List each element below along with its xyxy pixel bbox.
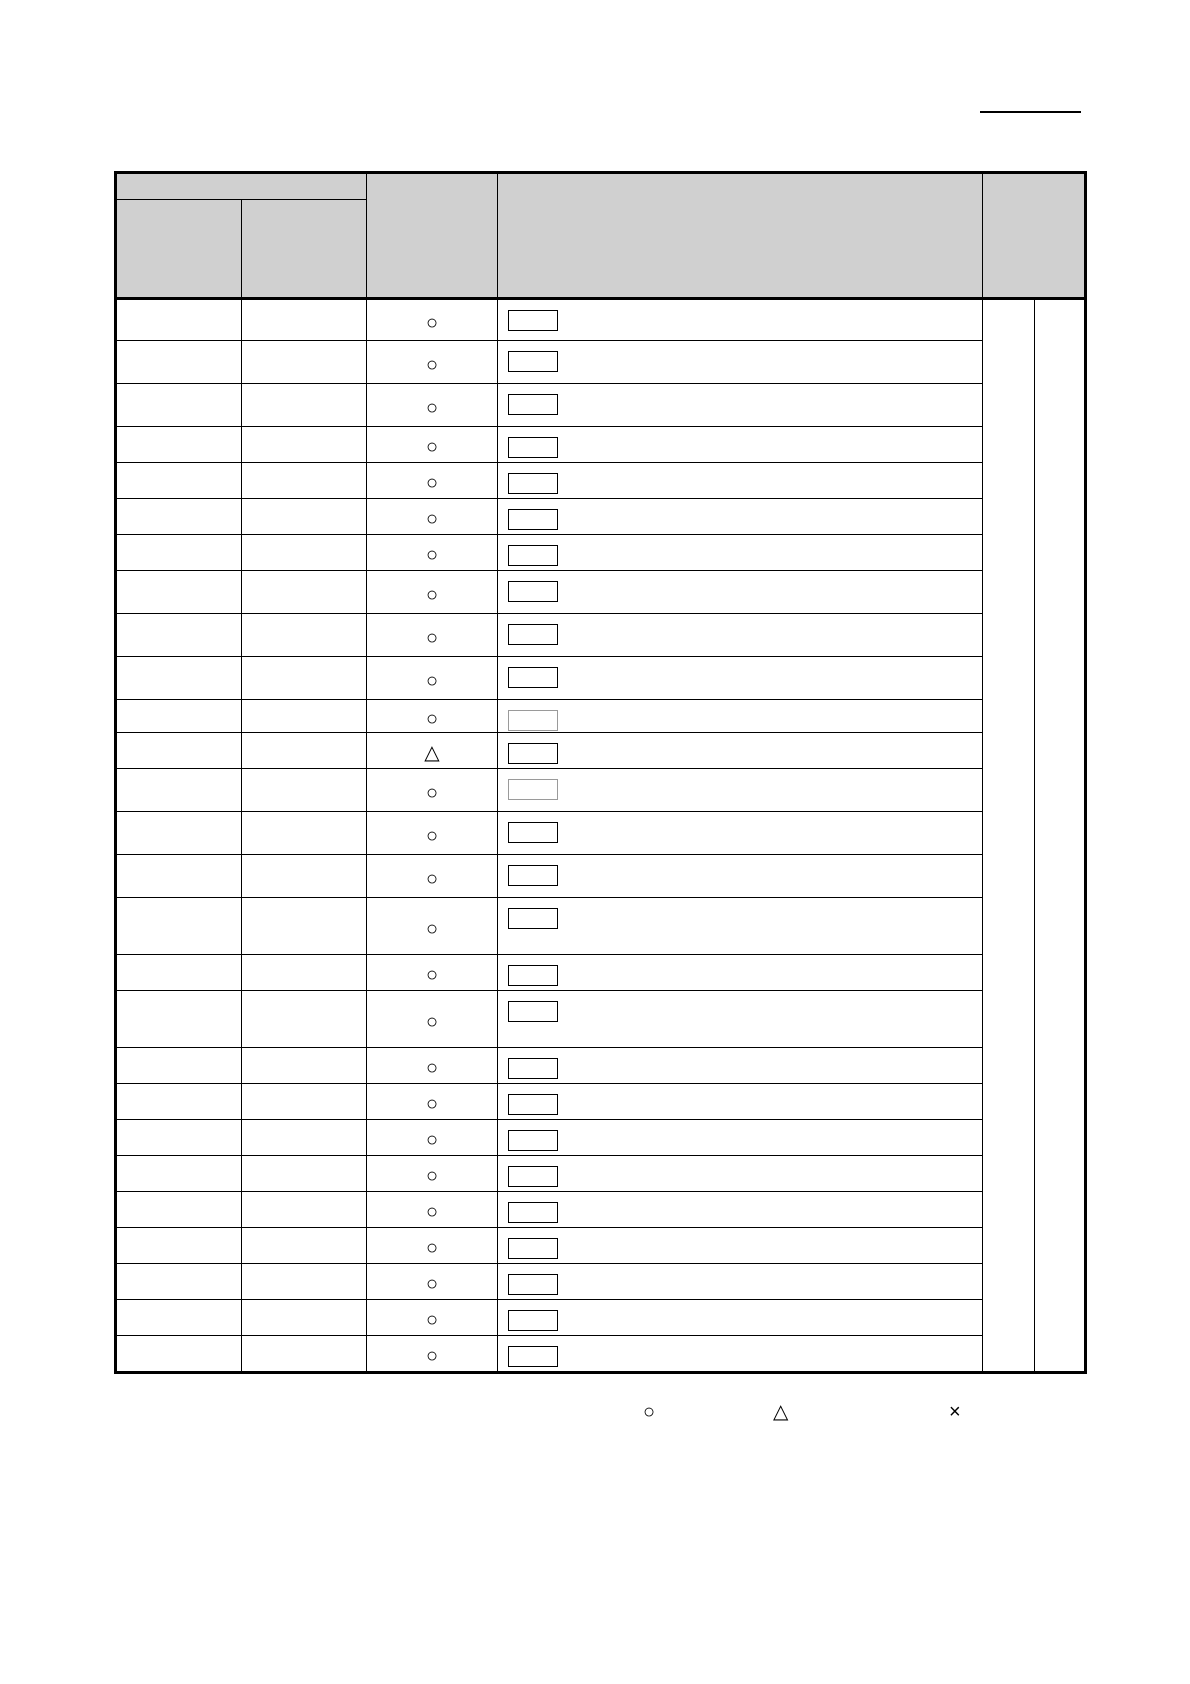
circle-mark-icon: ○ — [425, 472, 439, 494]
row-col-a — [116, 1120, 242, 1156]
row-description-cell — [498, 991, 983, 1048]
table-row — [116, 463, 1086, 499]
circle-mark-icon: ○ — [425, 867, 439, 890]
page-id-field — [980, 111, 1081, 113]
row-description-cell — [498, 499, 983, 535]
row-evaluation-cell — [367, 1300, 498, 1336]
circle-mark-icon: ○ — [425, 583, 439, 606]
row-col-b — [242, 812, 367, 855]
row-description-cell — [498, 341, 983, 384]
table-row — [116, 812, 1086, 855]
row-col-a — [116, 1336, 242, 1373]
circle-mark-icon: ○ — [425, 781, 439, 804]
row-code-box — [508, 545, 558, 566]
row-col-a — [116, 299, 242, 341]
header-evaluation — [367, 173, 498, 299]
circle-mark-icon: ○ — [425, 824, 439, 847]
row-col-b — [242, 955, 367, 991]
row-evaluation-cell — [367, 700, 498, 733]
remarks-cell-left — [983, 299, 1035, 1373]
header-description — [498, 173, 983, 299]
circle-mark-icon: ○ — [425, 353, 439, 376]
row-col-a — [116, 1300, 242, 1336]
row-code-box — [508, 865, 558, 886]
row-code-box — [508, 1058, 558, 1079]
row-col-b — [242, 700, 367, 733]
table-row — [116, 427, 1086, 463]
row-col-b — [242, 1120, 367, 1156]
row-code-box — [508, 822, 558, 843]
row-col-b — [242, 733, 367, 769]
row-col-b — [242, 657, 367, 700]
table-body — [116, 299, 1086, 1373]
row-description-cell — [498, 614, 983, 657]
row-col-a — [116, 812, 242, 855]
row-evaluation-cell — [367, 955, 498, 991]
circle-mark-icon: ○ — [425, 1093, 439, 1115]
row-description-cell — [498, 733, 983, 769]
table-row — [116, 499, 1086, 535]
row-description-cell — [498, 812, 983, 855]
circle-mark-icon: ○ — [425, 544, 439, 566]
row-code-box — [508, 624, 558, 645]
row-col-b — [242, 614, 367, 657]
circle-mark-icon: ○ — [425, 1201, 439, 1223]
circle-mark-icon: ○ — [425, 1273, 439, 1295]
row-evaluation-cell — [367, 499, 498, 535]
row-col-b — [242, 898, 367, 955]
circle-mark-icon: ○ — [425, 1010, 439, 1033]
circle-mark-icon: ○ — [425, 626, 439, 649]
circle-mark-icon: ○ — [425, 396, 439, 419]
legend-circle-symbol: ○ — [643, 1401, 656, 1423]
table-header — [116, 173, 1086, 299]
row-description-cell — [498, 657, 983, 700]
row-col-a — [116, 614, 242, 657]
row-code-box — [508, 437, 558, 458]
table-row — [116, 1264, 1086, 1300]
circle-mark-icon: ○ — [425, 1165, 439, 1187]
table-row — [116, 657, 1086, 700]
circle-mark-icon: ○ — [425, 707, 439, 730]
row-code-box — [508, 779, 558, 800]
row-code-box — [508, 473, 558, 494]
row-evaluation-cell — [367, 733, 498, 769]
row-description-cell — [498, 955, 983, 991]
row-col-b — [242, 991, 367, 1048]
row-description-cell — [498, 855, 983, 898]
row-col-a — [116, 1156, 242, 1192]
table-row — [116, 1228, 1086, 1264]
circle-mark-icon: ○ — [425, 1057, 439, 1079]
table-row — [116, 1048, 1086, 1084]
legend-triangle-symbol: △ — [773, 1401, 789, 1423]
row-description-cell — [498, 700, 983, 733]
row-code-box — [508, 310, 558, 331]
row-evaluation-cell — [367, 1156, 498, 1192]
row-col-a — [116, 898, 242, 955]
row-code-box — [508, 581, 558, 602]
row-evaluation-cell — [367, 1120, 498, 1156]
row-col-b — [242, 1192, 367, 1228]
header-group — [116, 173, 367, 200]
row-evaluation-cell — [367, 898, 498, 955]
row-description-cell — [498, 463, 983, 499]
row-evaluation-cell — [367, 1336, 498, 1373]
row-description-cell — [498, 1084, 983, 1120]
row-col-b — [242, 769, 367, 812]
row-description-cell — [498, 535, 983, 571]
row-col-a — [116, 1192, 242, 1228]
row-evaluation-cell — [367, 1264, 498, 1300]
row-col-b — [242, 1084, 367, 1120]
row-col-b — [242, 499, 367, 535]
circle-mark-icon: ○ — [425, 917, 439, 940]
row-col-b — [242, 535, 367, 571]
row-evaluation-cell — [367, 427, 498, 463]
row-col-a — [116, 1048, 242, 1084]
row-col-a — [116, 955, 242, 991]
row-col-b — [242, 1264, 367, 1300]
row-col-a — [116, 733, 242, 769]
row-col-b — [242, 1300, 367, 1336]
circle-mark-icon: ○ — [425, 1309, 439, 1331]
row-evaluation-cell — [367, 1084, 498, 1120]
row-code-box — [508, 667, 558, 688]
row-col-a — [116, 1264, 242, 1300]
row-evaluation-cell — [367, 855, 498, 898]
circle-mark-icon: ○ — [425, 1237, 439, 1259]
table-row — [116, 571, 1086, 614]
circle-mark-icon: ○ — [425, 436, 439, 458]
circle-mark-icon: ○ — [425, 669, 439, 692]
row-col-a — [116, 991, 242, 1048]
row-col-a — [116, 571, 242, 614]
legend-cross-symbol: × — [949, 1401, 961, 1423]
row-col-a — [116, 341, 242, 384]
row-code-box — [508, 1001, 558, 1022]
row-col-b — [242, 1336, 367, 1373]
circle-mark-icon: ○ — [425, 1345, 439, 1367]
table-row — [116, 1336, 1086, 1373]
row-col-a — [116, 855, 242, 898]
row-evaluation-cell — [367, 341, 498, 384]
table-row — [116, 855, 1086, 898]
row-col-b — [242, 299, 367, 341]
table-row — [116, 700, 1086, 733]
circle-mark-icon: ○ — [425, 508, 439, 530]
row-description-cell — [498, 1156, 983, 1192]
row-code-box — [508, 1202, 558, 1223]
table-row — [116, 769, 1086, 812]
row-description-cell — [498, 299, 983, 341]
row-col-b — [242, 571, 367, 614]
row-col-b — [242, 427, 367, 463]
row-evaluation-cell — [367, 769, 498, 812]
table-row — [116, 1300, 1086, 1336]
table-row — [116, 341, 1086, 384]
header-group-sub-a — [116, 200, 242, 299]
row-description-cell — [498, 571, 983, 614]
table-row — [116, 384, 1086, 427]
row-code-box — [508, 1310, 558, 1331]
row-description-cell — [498, 1048, 983, 1084]
row-col-b — [242, 1156, 367, 1192]
row-col-a — [116, 769, 242, 812]
table-row — [116, 299, 1086, 341]
table-row — [116, 991, 1086, 1048]
table-row — [116, 1084, 1086, 1120]
row-col-b — [242, 341, 367, 384]
row-col-a — [116, 384, 242, 427]
row-col-a — [116, 427, 242, 463]
table-row — [116, 955, 1086, 991]
row-evaluation-cell — [367, 535, 498, 571]
triangle-mark-icon: △ — [424, 742, 440, 764]
row-col-a — [116, 535, 242, 571]
circle-mark-icon: ○ — [425, 1129, 439, 1151]
row-code-box — [508, 1166, 558, 1187]
row-description-cell — [498, 1300, 983, 1336]
table-row — [116, 614, 1086, 657]
table-row — [116, 535, 1086, 571]
circle-mark-icon: ○ — [425, 964, 439, 986]
row-code-box — [508, 1094, 558, 1115]
row-evaluation-cell — [367, 991, 498, 1048]
row-evaluation-cell — [367, 812, 498, 855]
row-evaluation-cell — [367, 1228, 498, 1264]
row-description-cell — [498, 1336, 983, 1373]
row-code-box — [508, 908, 558, 929]
table-row — [116, 1120, 1086, 1156]
row-col-b — [242, 1048, 367, 1084]
row-code-box — [508, 710, 558, 731]
row-code-box — [508, 965, 558, 986]
row-col-a — [116, 700, 242, 733]
row-description-cell — [498, 1264, 983, 1300]
table-row — [116, 1192, 1086, 1228]
row-evaluation-cell — [367, 571, 498, 614]
table-row — [116, 1156, 1086, 1192]
row-evaluation-cell — [367, 1048, 498, 1084]
row-code-box — [508, 743, 558, 764]
row-code-box — [508, 1130, 558, 1151]
row-code-box — [508, 1346, 558, 1367]
header-remarks — [983, 173, 1086, 299]
row-description-cell — [498, 898, 983, 955]
row-code-box — [508, 1274, 558, 1295]
row-col-b — [242, 855, 367, 898]
row-evaluation-cell — [367, 463, 498, 499]
row-code-box — [508, 509, 558, 530]
row-description-cell — [498, 384, 983, 427]
table-row — [116, 898, 1086, 955]
header-group-sub-b — [242, 200, 367, 299]
row-col-a — [116, 1228, 242, 1264]
row-col-b — [242, 384, 367, 427]
row-code-box — [508, 394, 558, 415]
remarks-cell-right — [1035, 299, 1086, 1373]
row-col-a — [116, 499, 242, 535]
row-evaluation-cell — [367, 299, 498, 341]
checklist-table — [114, 171, 1087, 1374]
row-col-a — [116, 1084, 242, 1120]
circle-mark-icon: ○ — [425, 311, 439, 334]
row-col-a — [116, 657, 242, 700]
table-row — [116, 733, 1086, 769]
row-description-cell — [498, 1192, 983, 1228]
row-code-box — [508, 1238, 558, 1259]
row-evaluation-cell — [367, 384, 498, 427]
row-evaluation-cell — [367, 1192, 498, 1228]
row-code-box — [508, 351, 558, 372]
row-col-b — [242, 463, 367, 499]
row-col-a — [116, 463, 242, 499]
row-description-cell — [498, 1228, 983, 1264]
row-evaluation-cell — [367, 657, 498, 700]
row-description-cell — [498, 1120, 983, 1156]
row-evaluation-cell — [367, 614, 498, 657]
row-col-b — [242, 1228, 367, 1264]
row-description-cell — [498, 769, 983, 812]
row-description-cell — [498, 427, 983, 463]
